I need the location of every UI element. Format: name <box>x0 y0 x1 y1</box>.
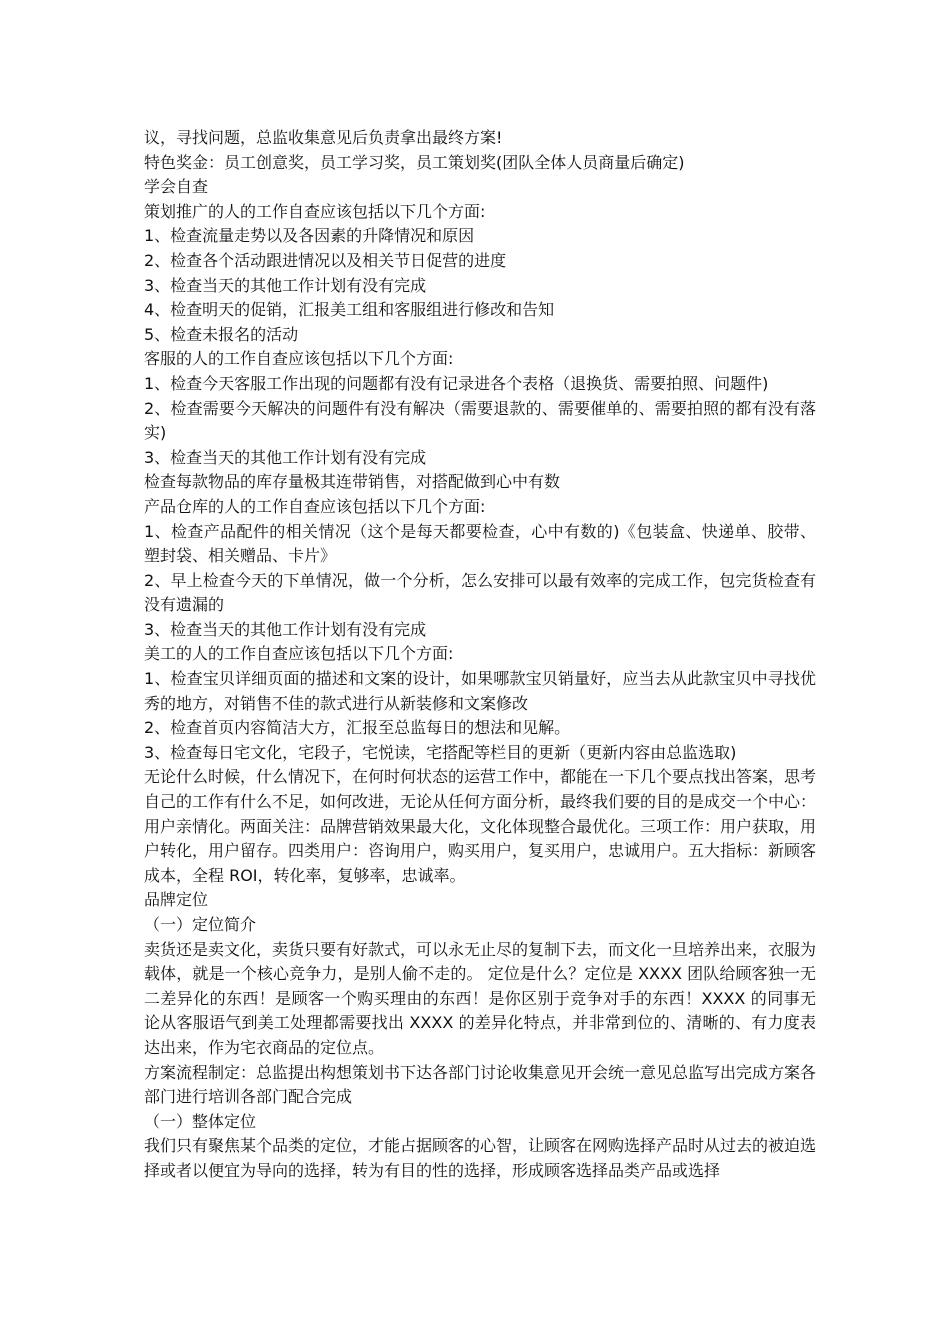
list-item: 5、检查未报名的活动 <box>144 324 299 344</box>
list-item: 2、检查首页内容简洁大方，汇报至总监每日的想法和见解。 <box>144 718 571 738</box>
list-item: 3、检查每日宅文化，宅段子，宅悦读，宅搭配等栏目的更新（更新内容由总监选取) <box>144 742 737 762</box>
list-item: 1、检查产品配件的相关情况（这个是每天都要检查，心中有数的)《包装盒、快递单、胶带、塑封袋、相关赠品、卡片》 <box>144 521 816 566</box>
list-item: 3、检查当天的其他工作计划有没有完成 <box>144 447 427 467</box>
paragraph: 策划推广的人的工作自查应该包括以下几个方面: <box>144 201 486 221</box>
list-item: 4、检查明天的促销，汇报美工组和客服组进行修改和告知 <box>144 300 555 320</box>
paragraph: 检查每款物品的库存量极其连带销售，对搭配做到心中有数 <box>144 472 561 492</box>
list-item: 3、检查当天的其他工作计划有没有完成 <box>144 619 427 639</box>
paragraph: 产品仓库的人的工作自查应该包括以下几个方面: <box>144 496 486 516</box>
section-heading: 学会自查 <box>144 177 209 197</box>
list-item: 1、检查宝贝详细页面的描述和文案的设计，如果哪款宝贝销量好，应当去从此款宝贝中寻找优秀的地方，对销售不佳的款式进行从新装修和文案修改 <box>144 669 816 713</box>
paragraph: 特色奖金：员工创意奖，员工学习奖，员工策划奖(团队全体人员商量后确定) <box>144 152 685 172</box>
list-item: 2、早上检查今天的下单情况，做一个分析，怎么安排可以最有效率的完成工作，包完货检查有没有遗漏的 <box>144 570 816 615</box>
list-item: 1、检查今天客服工作出现的问题都有没有记录进各个表格（退换货、需要拍照、问题件) <box>144 373 769 393</box>
document-body <box>144 126 816 1184</box>
paragraph: 方案流程制定：总监提出构想策划书下达各部门讨论收集意见开会统一意见总监写出完成方案各部门进行培训各部门配合完成 <box>144 1062 817 1107</box>
list-item: 2、检查各个活动跟进情况以及相关节日促营的进度 <box>144 250 507 270</box>
section-heading: 品牌定位 <box>144 890 209 910</box>
list-item: 1、检查流量走势以及各因素的升降情况和原因 <box>144 226 475 246</box>
paragraph: 我们只有聚焦某个品类的定位，才能占据顾客的心智，让顾客在网购选择产品时从过去的被迫选择或者以便宜为导向的选择，转为有目的性的选择，形成顾客选择品类产品或选择 <box>144 1136 817 1180</box>
paragraph: 无论什么时候，什么情况下，在何时何状态的运营工作中，都能在一下几个要点找出答案，思考自己的工作有什么不足，如何改进，无论从任何方面分析，最终我们要的目的是成交一个中心：用户亲情化。两面关注：品牌营销效果最大化，文化体现整合最优化。三项工作：用户获取，用户转化，用户留存。四类用户：咨询用户，购买用户，复买用户，忠诚用户。五大指标：新顾客成本，全程 ROI，转化率，复够率，忠诚率。 <box>144 767 817 885</box>
list-item: 3、检查当天的其他工作计划有没有完成 <box>144 275 427 295</box>
paragraph: 客服的人的工作自查应该包括以下几个方面: <box>144 349 454 369</box>
subsection-heading: （一）定位简介 <box>144 915 257 934</box>
paragraph: 卖货还是卖文化，卖货只要有好款式，可以永无止尽的复制下去，而文化一旦培养出来，衣服为载体，就是一个核心竞争力，是别人偷不走的。 定位是什么？定位是 XXXX 团队给顾客独一无二差异化的东西！是顾客一个购买理由的东西！是你区别于竞争对手的东西！XXXX 的同事无论从客服语气到美工处理都需要找出 XXXX 的差异化特点，并非常到位的、清晰的、有力度表达出来，作为宅衣商品的定位点。 <box>144 939 817 1057</box>
subsection-heading: （一）整体定位 <box>144 1111 257 1131</box>
paragraph: 美工的人的工作自查应该包括以下几个方面: <box>144 644 454 664</box>
list-item: 2、检查需要今天解决的问题件有没有解决（需要退款的、需要催单的、需要拍照的都有没有落实) <box>144 398 816 443</box>
paragraph: 议，寻找问题，总监收集意见后负责拿出最终方案! <box>144 128 503 147</box>
